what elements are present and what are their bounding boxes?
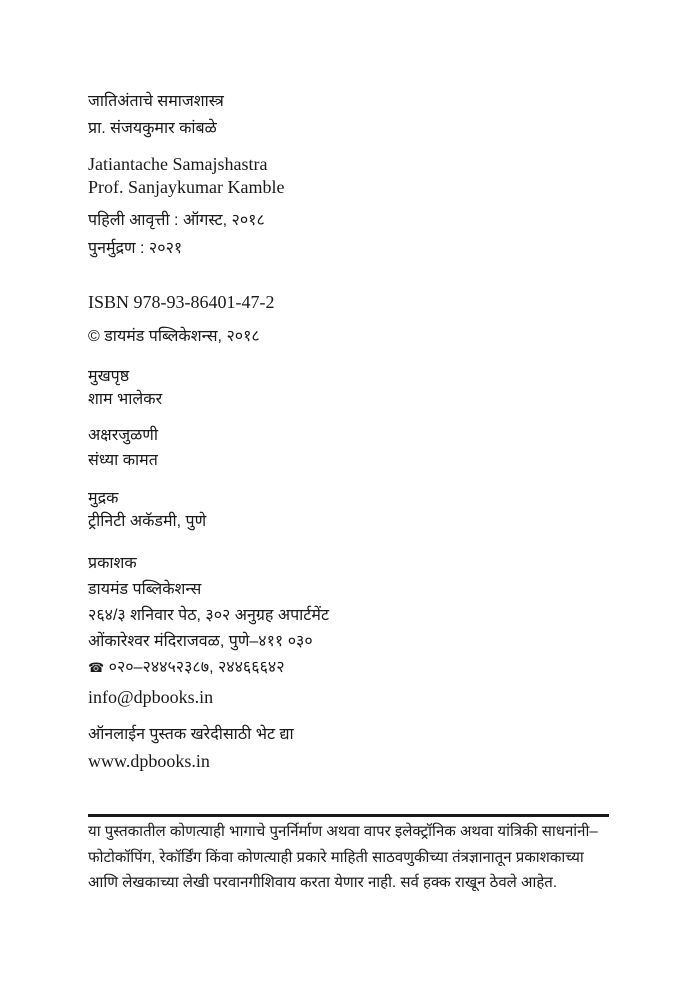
online-label: ऑनलाईन पुस्तक खरेदीसाठी भेट द्या bbox=[88, 726, 294, 743]
author-english: Prof. Sanjaykumar Kamble bbox=[88, 177, 285, 197]
publisher-phone: ०२०–२४४५२३८७, २४४६६६४२ bbox=[108, 659, 285, 676]
divider bbox=[88, 814, 609, 817]
cover-artist: शाम भालेकर bbox=[88, 391, 163, 408]
printer-label: मुद्रक bbox=[88, 490, 119, 507]
title-english: Jatiantache Samajshastra bbox=[88, 154, 268, 174]
publisher-label: प्रकाशक bbox=[88, 555, 137, 572]
reprint: पुनर्मुद्रण : २०२१ bbox=[88, 240, 183, 257]
copyright: © डायमंड पब्लिकेशन्स, २०१८ bbox=[88, 328, 260, 345]
first-edition: पहिली आवृत्ती : ऑगस्ट, २०१८ bbox=[88, 212, 265, 229]
typesetting-label: अक्षरजुळणी bbox=[88, 427, 158, 444]
typesetter: संध्या कामत bbox=[88, 452, 158, 469]
website-link[interactable]: www.dpbooks.in bbox=[88, 751, 210, 771]
notice-line: फोटोकॉपिंग, रेकॉर्डिंग किंवा कोणत्याही प्रकारे माहिती साठवणुकीच्या तंत्रज्ञानातून प्रकाशकाच्या bbox=[88, 849, 584, 866]
author-marathi: प्रा. संजयकुमार कांबळे bbox=[88, 120, 217, 137]
publisher-name: डायमंड पब्लिकेशन्स bbox=[88, 581, 202, 598]
printer: ट्रीनिटी अकॅडमी, पुणे bbox=[88, 513, 207, 530]
notice-line: या पुस्तकातील कोणत्याही भागाचे पुनर्निर्माण अथवा वापर इलेक्ट्रॉनिक अथवा यांत्रिकी साधनांनी– bbox=[88, 823, 598, 840]
title-marathi: जातिअंताचे समाजशास्त्र bbox=[88, 93, 224, 110]
publisher-address-2: ओंकारेश्वर मंदिराजवळ, पुणे–४११ ०३० bbox=[88, 633, 313, 650]
phone-icon: ☎ bbox=[88, 661, 105, 676]
cover-label: मुखपृष्ठ bbox=[88, 368, 130, 385]
isbn: ISBN 978-93-86401-47-2 bbox=[88, 292, 275, 312]
notice-line: आणि लेखकाच्या लेखी परवानगीशिवाय करता येणार नाही. सर्व हक्क राखून ठेवले आहेत. bbox=[88, 874, 558, 891]
publisher-phone-line bbox=[88, 660, 285, 676]
publisher-address-1: २६४/३ शनिवार पेठ, ३०२ अनुग्रह अपार्टमेंट bbox=[88, 607, 330, 624]
publisher-email[interactable]: info@dpbooks.in bbox=[88, 687, 214, 707]
